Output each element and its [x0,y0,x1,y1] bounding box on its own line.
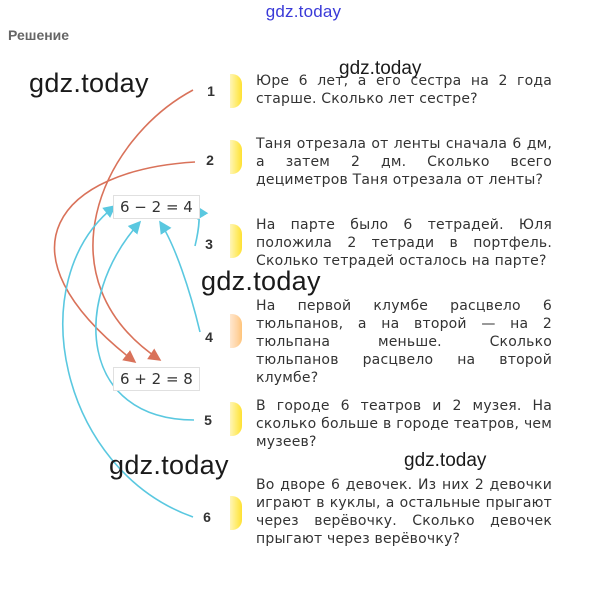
top-watermark[interactable]: gdz.today [265,2,342,21]
problem-marker-6 [230,496,242,530]
arrow-problem-2-to-addition [55,162,195,362]
problem-number-6: 6 [203,509,211,525]
problem-text-5: В городе 6 театров и 2 музея. На сколько больше в городе театров, чем музеев? [256,398,552,450]
problem-number-1: 1 [207,83,215,99]
watermark-large-1: gdz.today [29,68,149,98]
problem-marker-5 [230,402,242,436]
arrow-problem-4-to-subtraction [160,222,200,332]
problem-marker-1 [230,74,242,108]
watermark-large-2: gdz.today [201,266,321,296]
watermark-small-2: gdz.today [404,450,487,471]
problem-text-4: На первой клумбе расцвело 6 тюльпанов, а на второй — на 2 тюльпана меньше. Сколько тюльпанов расцвело на второй клумбе? [256,298,552,386]
problem-text-3: На парте было 6 тетрадей. Юля положила 2 тетради в портфель. Сколько тетрадей осталось на парте? [256,217,552,269]
problem-marker-3 [230,224,242,258]
equation-addition: 6 + 2 = 8 [113,367,200,391]
watermark-small-1: gdz.today [339,58,422,79]
equation-subtraction: 6 − 2 = 4 [113,195,200,219]
arrow-problem-1-to-addition [93,90,193,360]
problem-marker-2 [230,140,242,174]
problem-text-6: Во дворе 6 девочек. Из них 2 девочки играют в куклы, а остальные прыгают через верёвочку. Сколько девочек прыгают через верёвочку? [256,477,552,547]
problem-number-4: 4 [205,329,213,345]
problem-number-5: 5 [204,412,212,428]
problem-text-2: Таня отрезала от ленты сначала 6 дм, а затем 2 дм. Сколько всего дециметров Таня отрезала от ленты? [256,136,552,188]
watermark-large-3: gdz.today [109,450,229,480]
problem-number-2: 2 [206,152,214,168]
problem-text-1: Юре 6 лет, а его сестра на 2 года старше. Сколько лет сестре? [256,73,552,107]
solution-header: Решение [8,27,70,43]
problem-number-3: 3 [205,236,213,252]
problem-marker-4 [230,314,242,348]
